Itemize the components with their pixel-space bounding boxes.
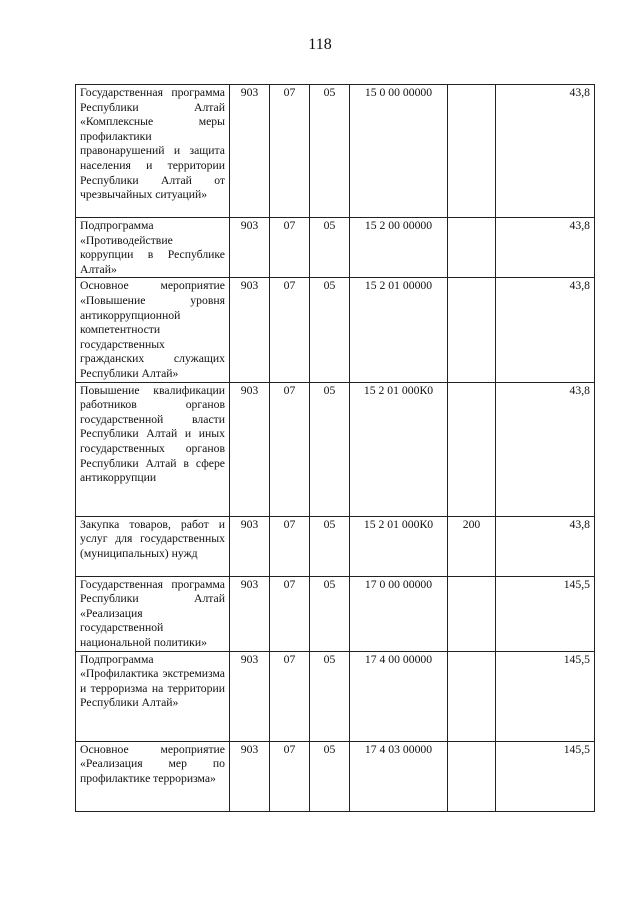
row-subsection: 05	[310, 218, 350, 278]
table-row	[76, 576, 595, 651]
row-name: Подпрограмма «Противодействие коррупции в Республике Алтай»	[76, 218, 230, 278]
row-type	[448, 651, 496, 741]
row-type	[448, 382, 496, 516]
row-target: 15 2 01 000К0	[350, 382, 448, 516]
page-number: 118	[308, 36, 332, 53]
row-subsection: 05	[310, 278, 350, 382]
table-row	[76, 741, 595, 811]
row-section: 07	[270, 382, 310, 516]
row-target: 15 2 01 000К0	[350, 516, 448, 576]
row-type	[448, 278, 496, 382]
row-subsection: 05	[310, 85, 350, 218]
row-subsection: 05	[310, 651, 350, 741]
row-target: 15 2 01 00000	[350, 278, 448, 382]
row-section: 07	[270, 741, 310, 811]
row-name: Подпрограмма «Профилактика экстремизма и терроризма на территории Республики Алтай»	[76, 651, 230, 741]
row-subsection: 05	[310, 516, 350, 576]
budget-table	[75, 84, 595, 812]
row-ministry: 903	[230, 651, 270, 741]
row-section: 07	[270, 516, 310, 576]
row-ministry: 903	[230, 85, 270, 218]
row-type	[448, 218, 496, 278]
row-amount: 145,5	[496, 741, 595, 811]
table-row	[76, 278, 595, 382]
row-name: Повышение квалификации работников органов государственной власти Республики Алтай и иных государственных органов Республики Алтай в сфере антикоррупции	[76, 382, 230, 516]
row-type	[448, 741, 496, 811]
row-section: 07	[270, 85, 310, 218]
row-subsection: 05	[310, 576, 350, 651]
row-type	[448, 576, 496, 651]
row-ministry: 903	[230, 278, 270, 382]
row-amount: 43,8	[496, 218, 595, 278]
row-subsection: 05	[310, 382, 350, 516]
row-amount: 43,8	[496, 516, 595, 576]
row-ministry: 903	[230, 382, 270, 516]
row-amount: 145,5	[496, 651, 595, 741]
row-target: 17 0 00 00000	[350, 576, 448, 651]
table-row	[76, 382, 595, 516]
row-target: 15 2 00 00000	[350, 218, 448, 278]
row-subsection: 05	[310, 741, 350, 811]
row-target: 17 4 00 00000	[350, 651, 448, 741]
row-section: 07	[270, 278, 310, 382]
row-target: 17 4 03 00000	[350, 741, 448, 811]
row-section: 07	[270, 651, 310, 741]
row-target: 15 0 00 00000	[350, 85, 448, 218]
row-name: Государственная программа Республики Алтай «Реализация государственной национальной политики»	[76, 576, 230, 651]
row-type	[448, 85, 496, 218]
row-name: Основное мероприятие «Реализация мер по профилактике терроризма»	[76, 741, 230, 811]
row-name: Государственная программа Республики Алтай «Комплексные меры профилактики правонарушений и защита населения и территории Республики Алтай от чрезвычайных ситуаций»	[76, 85, 230, 218]
table-row	[76, 516, 595, 576]
table-row	[76, 218, 595, 278]
table-row	[76, 651, 595, 741]
table-row	[76, 85, 595, 218]
row-ministry: 903	[230, 516, 270, 576]
row-ministry: 903	[230, 218, 270, 278]
row-name: Основное мероприятие «Повышение уровня антикоррупционной компетентности государственных гражданских служащих Республики Алтай»	[76, 278, 230, 382]
row-amount: 43,8	[496, 382, 595, 516]
row-amount: 145,5	[496, 576, 595, 651]
row-amount: 43,8	[496, 278, 595, 382]
row-ministry: 903	[230, 741, 270, 811]
row-amount: 43,8	[496, 85, 595, 218]
row-name: Закупка товаров, работ и услуг для государственных (муниципальных) нужд	[76, 516, 230, 576]
row-type: 200	[448, 516, 496, 576]
row-ministry: 903	[230, 576, 270, 651]
row-section: 07	[270, 576, 310, 651]
row-section: 07	[270, 218, 310, 278]
